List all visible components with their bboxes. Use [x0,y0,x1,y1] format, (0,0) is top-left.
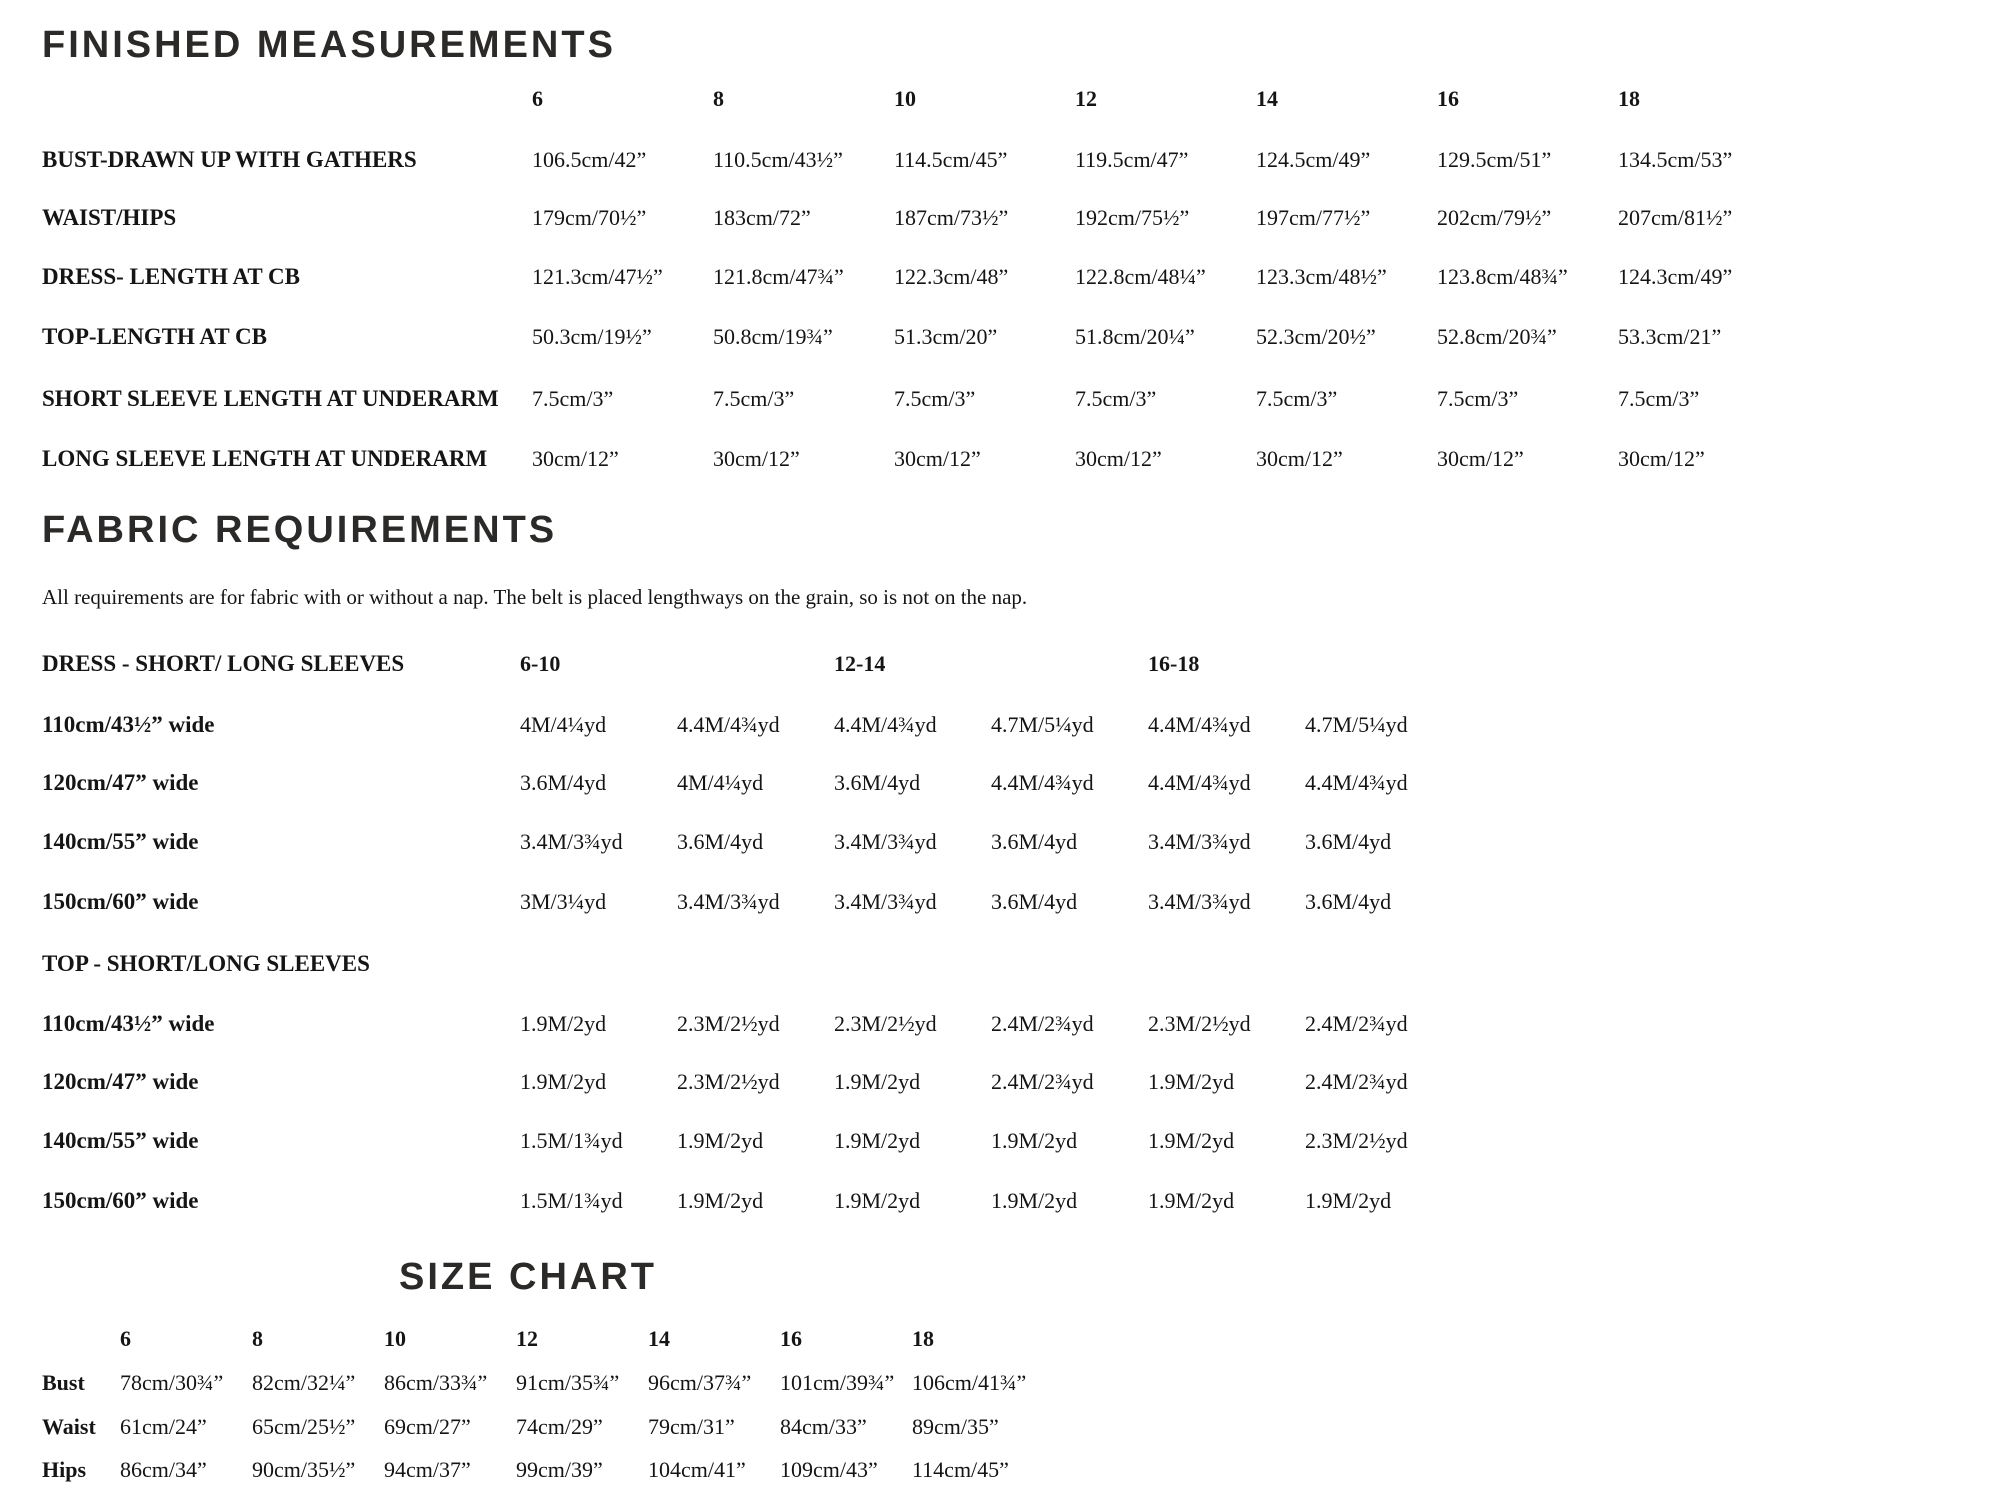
cell: 124.3cm/49” [1618,264,1733,289]
cell: 7.5cm/3” [532,386,614,411]
cell: 4.4M/4¾yd [1148,712,1251,737]
cell: 52.3cm/20½” [1256,324,1376,349]
dress-fabric-header-row [42,651,1462,677]
cell: 3.4M/3¾yd [677,889,780,914]
fabric-width-label: 120cm/47” wide [42,770,199,795]
cell: 1.5M/1¾yd [520,1188,623,1213]
cell: 2.3M/2½yd [834,1011,937,1036]
cell: 2.4M/2¾yd [1305,1069,1408,1094]
cell: 122.3cm/48” [894,264,1009,289]
cell: 50.3cm/19½” [532,324,652,349]
top-fabric-row-120 [42,1069,1462,1095]
cell: 89cm/35” [912,1414,999,1439]
size-column-header: 8 [713,86,724,111]
cell: 179cm/70½” [532,205,647,230]
finished-size-header-row [42,86,1799,111]
cell: 3.4M/3¾yd [1148,889,1251,914]
cell: 4.4M/4¾yd [991,770,1094,795]
measurement-row-top-length [42,324,1799,350]
top-fabric-row-150 [42,1188,1462,1214]
size-chart-row-waist [42,1414,1044,1439]
cell: 2.3M/2½yd [677,1011,780,1036]
size-column-header: 10 [894,86,916,111]
dress-section-label: DRESS - SHORT/ LONG SLEEVES [42,651,405,676]
measurement-row-bust [42,147,1799,173]
cell: 4.4M/4¾yd [1305,770,1408,795]
size-column-header: 6 [532,86,543,111]
cell: 1.9M/2yd [677,1188,764,1213]
cell: 1.9M/2yd [834,1188,921,1213]
cell: 122.8cm/48¼” [1075,264,1206,289]
cell: 4M/4¼yd [677,770,764,795]
size-group-header: 12-14 [834,651,886,676]
cell: 86cm/34” [120,1457,207,1482]
row-label: Waist [42,1414,96,1439]
cell: 3.6M/4yd [991,889,1078,914]
cell: 106cm/41¾” [912,1370,1027,1395]
finished-measurements-title: FINISHED MEASUREMENTS [42,24,616,66]
cell: 1.9M/2yd [520,1069,607,1094]
cell: 53.3cm/21” [1618,324,1722,349]
cell: 3M/3¼yd [520,889,607,914]
size-column-header: 14 [648,1326,670,1351]
fabric-note: All requirements are for fabric with or without a nap. The belt is placed lengthways on the grain, so is not on the nap. [42,585,1028,609]
cell: 123.8cm/48¾” [1437,264,1568,289]
cell: 3.4M/3¾yd [834,829,937,854]
cell: 51.8cm/20¼” [1075,324,1195,349]
cell: 50.8cm/19¾” [713,324,833,349]
cell: 1.9M/2yd [1148,1188,1235,1213]
cell: 30cm/12” [1618,446,1705,471]
dress-fabric-row-120 [42,770,1462,796]
cell: 101cm/39¾” [780,1370,895,1395]
cell: 51.3cm/20” [894,324,998,349]
size-column-header: 10 [384,1326,406,1351]
cell: 3.4M/3¾yd [834,889,937,914]
cell: 4.4M/4¾yd [1148,770,1251,795]
cell: 52.8cm/20¾” [1437,324,1557,349]
cell: 3.6M/4yd [677,829,764,854]
size-chart-row-bust [42,1370,1044,1395]
cell: 3.6M/4yd [1305,829,1392,854]
row-label: BUST-DRAWN UP WITH GATHERS [42,147,417,172]
top-fabric-row-110 [42,1011,1462,1037]
cell: 121.8cm/47¾” [713,264,844,289]
fabric-width-label: 110cm/43½” wide [42,1011,215,1036]
cell: 30cm/12” [894,446,981,471]
cell: 3.6M/4yd [1305,889,1392,914]
measurement-row-dress-length [42,264,1799,290]
fabric-width-label: 140cm/55” wide [42,829,199,854]
cell: 124.5cm/49” [1256,147,1371,172]
cell: 2.4M/2¾yd [991,1011,1094,1036]
cell: 3.4M/3¾yd [1148,829,1251,854]
size-column-header: 12 [516,1326,538,1351]
cell: 1.9M/2yd [677,1128,764,1153]
cell: 183cm/72” [713,205,811,230]
cell: 96cm/37¾” [648,1370,752,1395]
cell: 90cm/35½” [252,1457,356,1482]
fabric-width-label: 150cm/60” wide [42,889,199,914]
cell: 202cm/79½” [1437,205,1552,230]
cell: 121.3cm/47½” [532,264,663,289]
size-chart-row-hips [42,1457,1044,1482]
cell: 3.6M/4yd [834,770,921,795]
cell: 1.5M/1¾yd [520,1128,623,1153]
cell: 192cm/75½” [1075,205,1190,230]
size-column-header: 18 [912,1326,934,1351]
fabric-width-label: 150cm/60” wide [42,1188,199,1213]
cell: 1.9M/2yd [991,1128,1078,1153]
fabric-width-label: 110cm/43½” wide [42,712,215,737]
cell: 1.9M/2yd [520,1011,607,1036]
row-label: LONG SLEEVE LENGTH AT UNDERARM [42,446,488,471]
cell: 3.6M/4yd [991,829,1078,854]
cell: 1.9M/2yd [1305,1188,1392,1213]
cell: 91cm/35¾” [516,1370,620,1395]
size-chart-header-row [42,1326,1044,1351]
cell: 30cm/12” [713,446,800,471]
size-column-header: 18 [1618,86,1640,111]
fabric-width-label: 140cm/55” wide [42,1128,199,1153]
cell: 3.6M/4yd [520,770,607,795]
cell: 4M/4¼yd [520,712,607,737]
size-chart-title: SIZE CHART [399,1256,657,1298]
cell: 104cm/41” [648,1457,746,1482]
cell: 129.5cm/51” [1437,147,1552,172]
cell: 2.4M/2¾yd [1305,1011,1408,1036]
cell: 1.9M/2yd [1148,1069,1235,1094]
cell: 79cm/31” [648,1414,735,1439]
cell: 78cm/30¾” [120,1370,224,1395]
dress-fabric-row-110 [42,712,1462,738]
cell: 1.9M/2yd [834,1069,921,1094]
cell: 1.9M/2yd [991,1188,1078,1213]
cell: 114.5cm/45” [894,147,1008,172]
row-label: Bust [42,1370,85,1395]
top-fabric-row-140 [42,1128,1462,1154]
cell: 7.5cm/3” [894,386,976,411]
cell: 7.5cm/3” [713,386,795,411]
cell: 86cm/33¾” [384,1370,488,1395]
fabric-requirements-title: FABRIC REQUIREMENTS [42,509,558,551]
cell: 4.7M/5¼yd [991,712,1094,737]
cell: 74cm/29” [516,1414,603,1439]
cell: 30cm/12” [1075,446,1162,471]
measurement-row-long-sleeve [42,446,1799,472]
cell: 3.4M/3¾yd [520,829,623,854]
cell: 4.4M/4¾yd [834,712,937,737]
cell: 7.5cm/3” [1437,386,1519,411]
cell: 7.5cm/3” [1256,386,1338,411]
top-section-label: TOP - SHORT/LONG SLEEVES [42,951,370,976]
row-label: WAIST/HIPS [42,205,177,230]
size-column-header: 14 [1256,86,1278,111]
size-column-header: 6 [120,1326,131,1351]
cell: 65cm/25½” [252,1414,356,1439]
cell: 84cm/33” [780,1414,867,1439]
cell: 2.4M/2¾yd [991,1069,1094,1094]
cell: 7.5cm/3” [1618,386,1700,411]
dress-fabric-row-140 [42,829,1462,855]
row-label: DRESS- LENGTH AT CB [42,264,300,289]
cell: 114cm/45” [912,1457,1009,1482]
cell: 99cm/39” [516,1457,603,1482]
cell: 30cm/12” [1437,446,1524,471]
cell: 106.5cm/42” [532,147,647,172]
cell: 187cm/73½” [894,205,1009,230]
cell: 119.5cm/47” [1075,147,1189,172]
row-label: Hips [42,1457,87,1482]
cell: 4.7M/5¼yd [1305,712,1408,737]
size-column-header: 16 [780,1326,802,1351]
size-column-header: 16 [1437,86,1459,111]
cell: 82cm/32¼” [252,1370,356,1395]
top-fabric-header-row [42,951,520,977]
cell: 2.3M/2½yd [1305,1128,1408,1153]
fabric-width-label: 120cm/47” wide [42,1069,199,1094]
cell: 61cm/24” [120,1414,207,1439]
size-column-header: 12 [1075,86,1097,111]
cell: 110.5cm/43½” [713,147,843,172]
size-column-header: 8 [252,1326,263,1351]
measurement-row-waist-hips [42,205,1799,231]
cell: 109cm/43” [780,1457,878,1482]
cell: 4.4M/4¾yd [677,712,780,737]
cell: 1.9M/2yd [1148,1128,1235,1153]
size-group-header: 6-10 [520,651,561,676]
dress-fabric-row-150 [42,889,1462,915]
measurement-row-short-sleeve [42,386,1799,412]
size-group-header: 16-18 [1148,651,1200,676]
cell: 30cm/12” [1256,446,1343,471]
cell: 30cm/12” [532,446,619,471]
cell: 134.5cm/53” [1618,147,1733,172]
cell: 207cm/81½” [1618,205,1733,230]
cell: 94cm/37” [384,1457,471,1482]
cell: 2.3M/2½yd [1148,1011,1251,1036]
row-label: TOP-LENGTH AT CB [42,324,267,349]
cell: 197cm/77½” [1256,205,1371,230]
cell: 69cm/27” [384,1414,471,1439]
cell: 1.9M/2yd [834,1128,921,1153]
row-label: SHORT SLEEVE LENGTH AT UNDERARM [42,386,499,411]
cell: 123.3cm/48½” [1256,264,1387,289]
cell: 2.3M/2½yd [677,1069,780,1094]
cell: 7.5cm/3” [1075,386,1157,411]
